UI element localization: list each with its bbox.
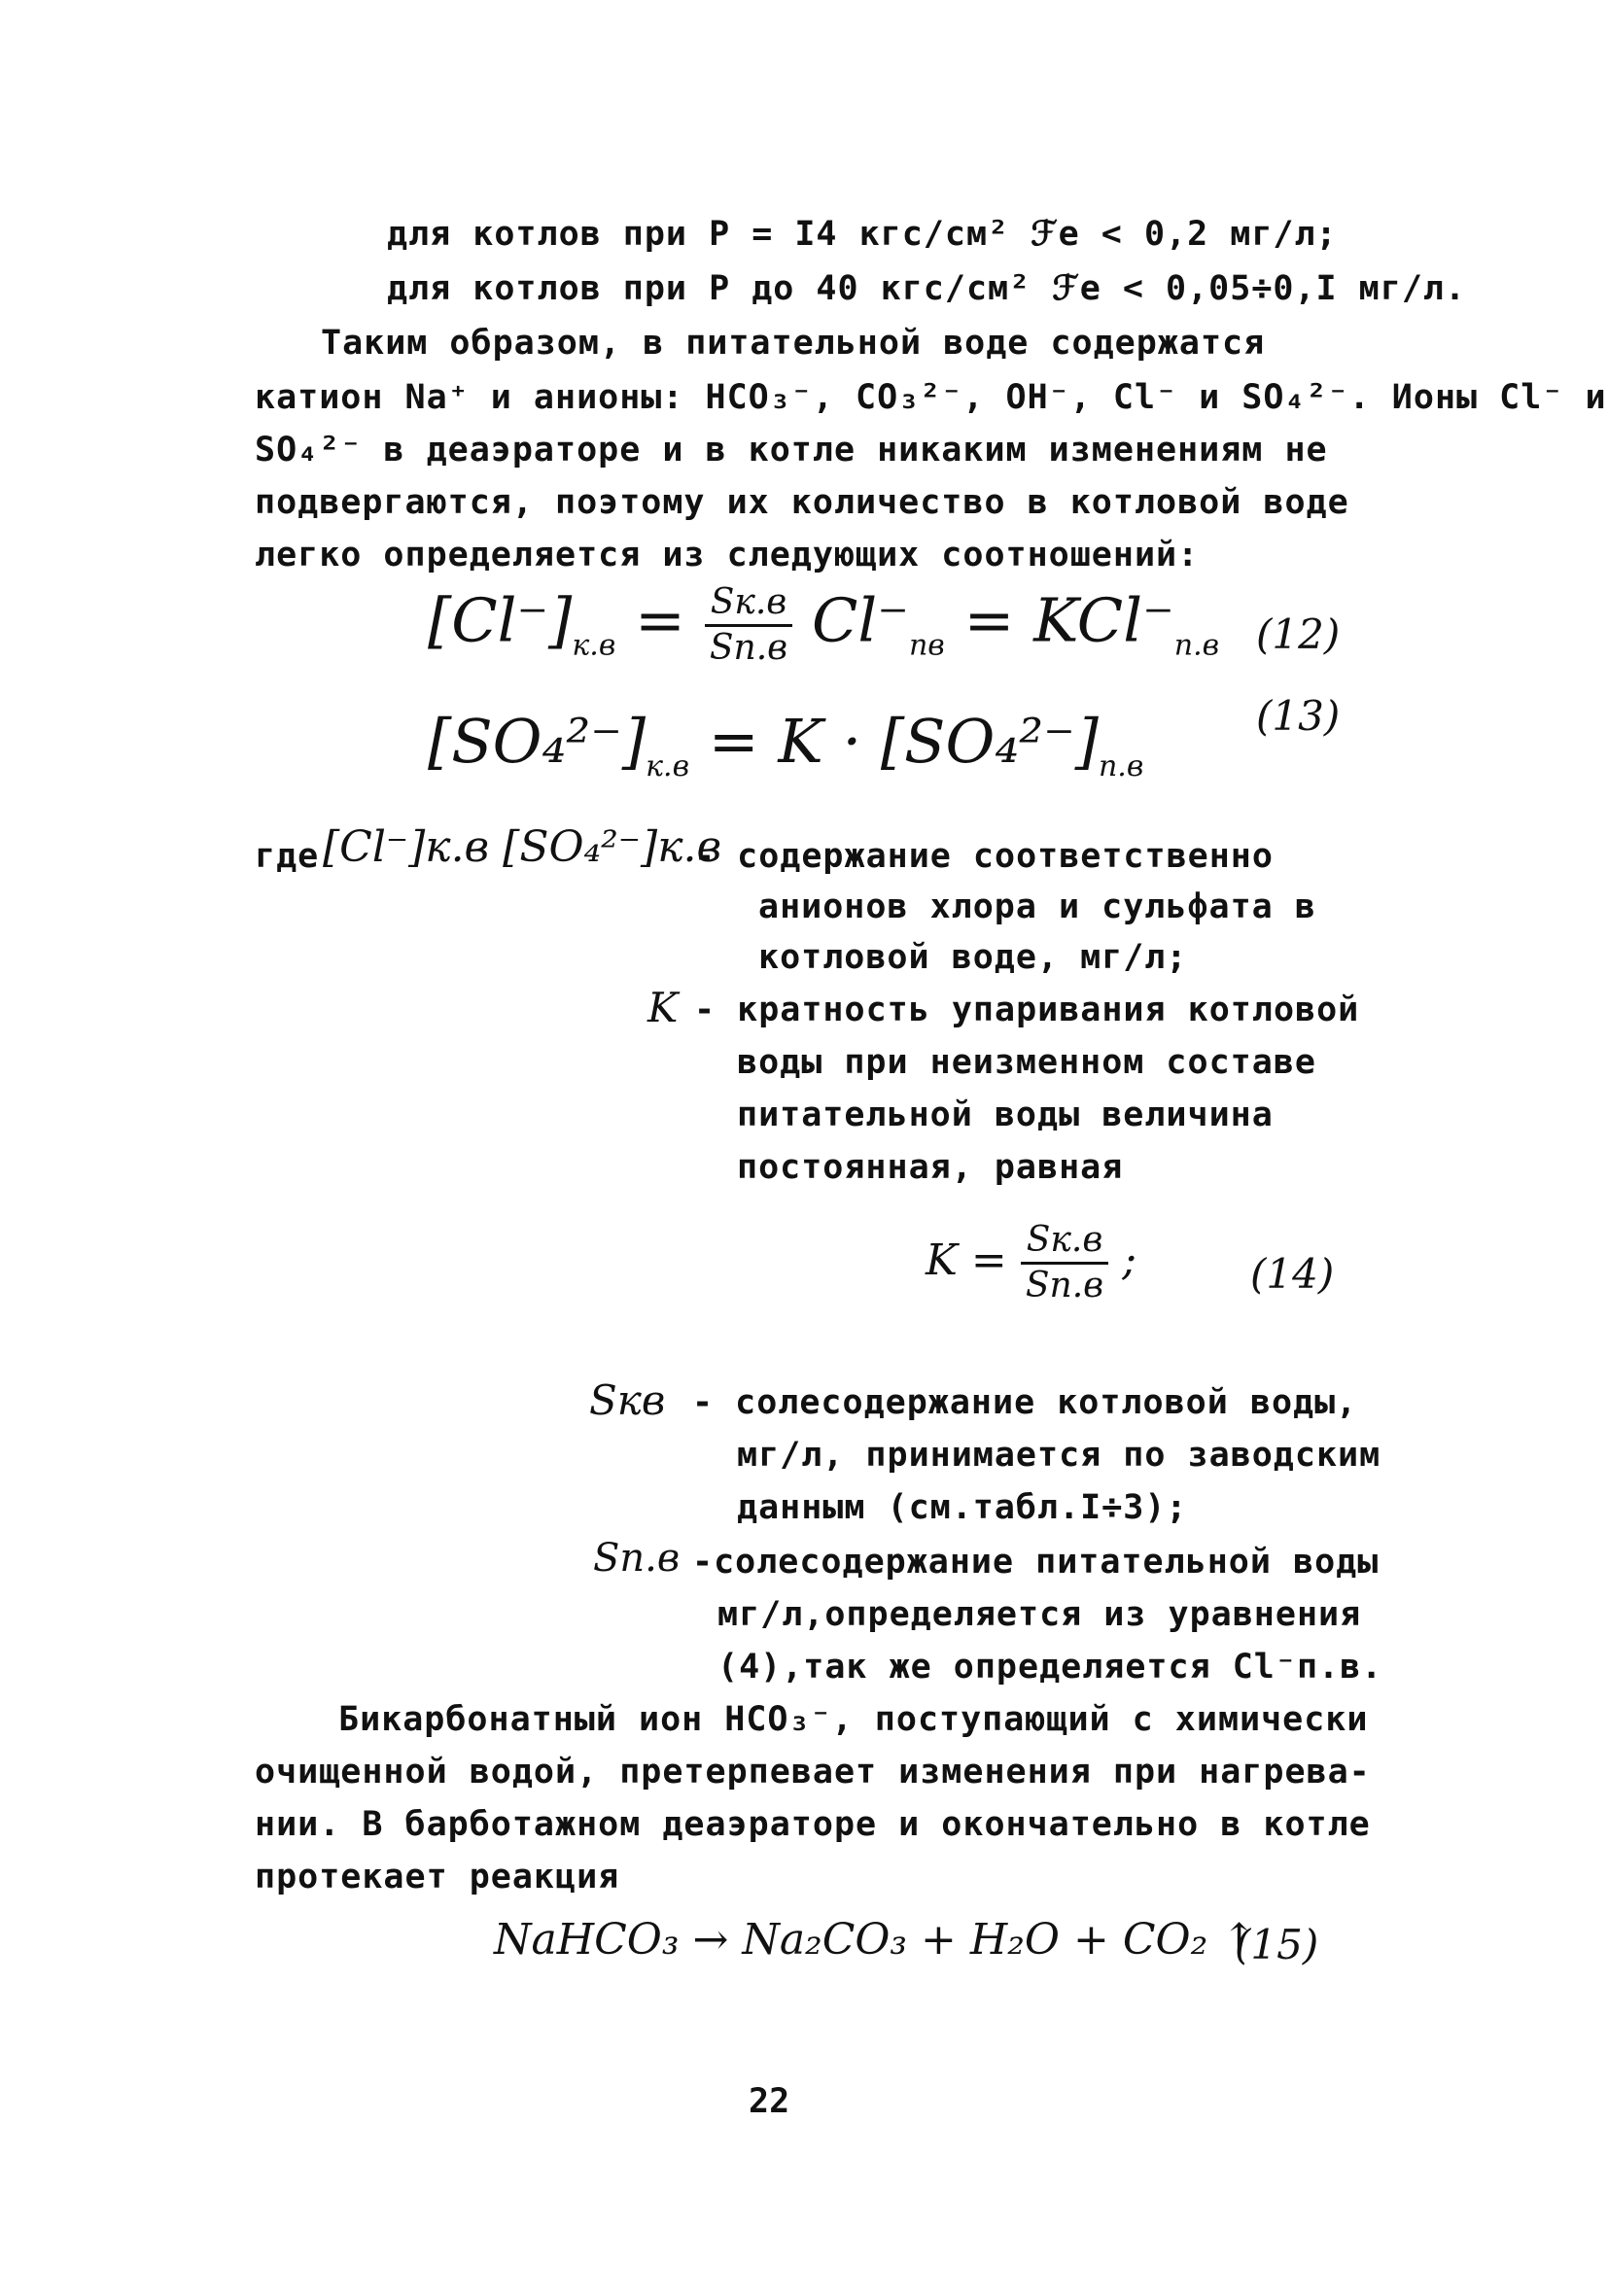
eq12-frac-den: Sп.в — [709, 628, 788, 668]
eq12-rhs: = KCl⁻ — [963, 584, 1174, 656]
para2-line-1: Бикарбонатный ион HCO₃⁻, поступающий с химически — [338, 1700, 1369, 1739]
skv-line-2: мг/л, принимается по заводским — [737, 1436, 1381, 1475]
eq13-lhs: [SO₄²⁻] — [428, 706, 647, 777]
spv-line-2: мг/л,определяется из уравнения — [717, 1595, 1362, 1634]
skv-line-3: данным (см.табл.I÷3); — [737, 1488, 1188, 1527]
where-line-3: котловой воде, мг/л; — [758, 938, 1188, 977]
eq14-tail: ; — [1122, 1235, 1137, 1285]
eq12-mid-sub: пв — [908, 628, 945, 663]
where-prefix: где — [255, 837, 320, 876]
para2-line-2: очищенной водой, претерпевает изменения при нагрева- — [255, 1753, 1371, 1792]
eq12-frac-num: Sк.в — [705, 581, 793, 627]
k-symbol: K — [647, 984, 679, 1031]
equation-15: NaHCO₃ → Na₂CO₃ + H₂O + CO₂ ↑ — [494, 1915, 1258, 1965]
equation-number-12: (12) — [1256, 610, 1341, 658]
page-number: 22 — [749, 2082, 790, 2121]
eq13-rhs: = K · [SO₄²⁻] — [708, 706, 1099, 777]
text-line-6: подвергаются, поэтому их количество в котловой воде — [255, 483, 1349, 522]
where-dash-line-1: - содержание соответственно — [694, 837, 1274, 876]
eq14-frac-den: Sп.в — [1025, 1266, 1104, 1305]
k-line-3: питательной воды величина — [737, 1096, 1274, 1134]
eq14-lhs: K = — [926, 1235, 1007, 1285]
equation-12: $[Cl^-]_{к.в}$ = $\frac{Sк.в}{Sп.в}$ $Cl^-_{пв} = KCl^-_{п.в}$ — [428, 582, 1220, 668]
where-line-2: анионов хлора и сульфата в — [758, 887, 1316, 926]
where-symbols: [Cl⁻]к.в [SO₄²⁻]к.в — [323, 822, 722, 872]
k-line-1: - кратность упаривания котловой — [694, 991, 1360, 1029]
para2-line-3: нии. В барботажном деаэраторе и окончательно в котле — [255, 1805, 1371, 1844]
eq12-mid: Cl⁻ — [811, 584, 909, 656]
text-line-1: для котлов при P = I4 кгс/см² ℱe < 0,2 мг/л; — [387, 215, 1338, 254]
spv-line-1: -солесодержание питательной воды — [692, 1543, 1380, 1582]
text-line-4: катион Na⁺ и анионы: HCO₃⁻, CO₃²⁻, OH⁻, Cl⁻ и SO₄²⁻. Ионы Cl⁻ и — [255, 378, 1607, 417]
k-line-4: постоянная, равная — [737, 1148, 1124, 1187]
eq12-lhs: [Cl⁻] — [428, 584, 573, 656]
spv-line-3: (4),так же определяется Cl⁻п.в. — [717, 1648, 1383, 1687]
eq12-lhs-sub: к.в — [572, 628, 616, 663]
text-line-7: легко определяется из следующих соотношений: — [255, 536, 1200, 574]
eq14-frac-num: Sк.в — [1021, 1219, 1109, 1265]
equation-number-15: (15) — [1235, 1921, 1319, 1968]
para2-line-4: протекает реакция — [255, 1858, 620, 1896]
spv-symbol: Sп.в — [593, 1536, 681, 1581]
text-line-5: SO₄²⁻ в деаэраторе и в котле никаким изменениям не — [255, 431, 1328, 470]
equation-13 — [428, 706, 1143, 783]
equation-number-14: (14) — [1250, 1250, 1335, 1298]
eq12-rhs-sub: п.в — [1173, 628, 1220, 663]
eq13-lhs-sub: к.в — [646, 749, 690, 783]
skv-symbol: Sкв — [589, 1376, 666, 1424]
eq14-fraction — [1021, 1219, 1109, 1307]
eq13-rhs-sub: п.в — [1098, 749, 1144, 783]
k-line-2: воды при неизменном составе — [737, 1043, 1316, 1082]
eq12-fraction — [705, 581, 793, 670]
text-line-3: Таким образом, в питательной воде содержатся — [321, 324, 1266, 363]
skv-line-1: - солесодержание котловой воды, — [692, 1383, 1358, 1422]
text-line-2: для котлов при P до 40 кгс/см² ℱe < 0,05÷0,I мг/л. — [387, 269, 1467, 308]
equation-number-13: (13) — [1256, 692, 1341, 740]
equation-14 — [926, 1219, 1136, 1307]
